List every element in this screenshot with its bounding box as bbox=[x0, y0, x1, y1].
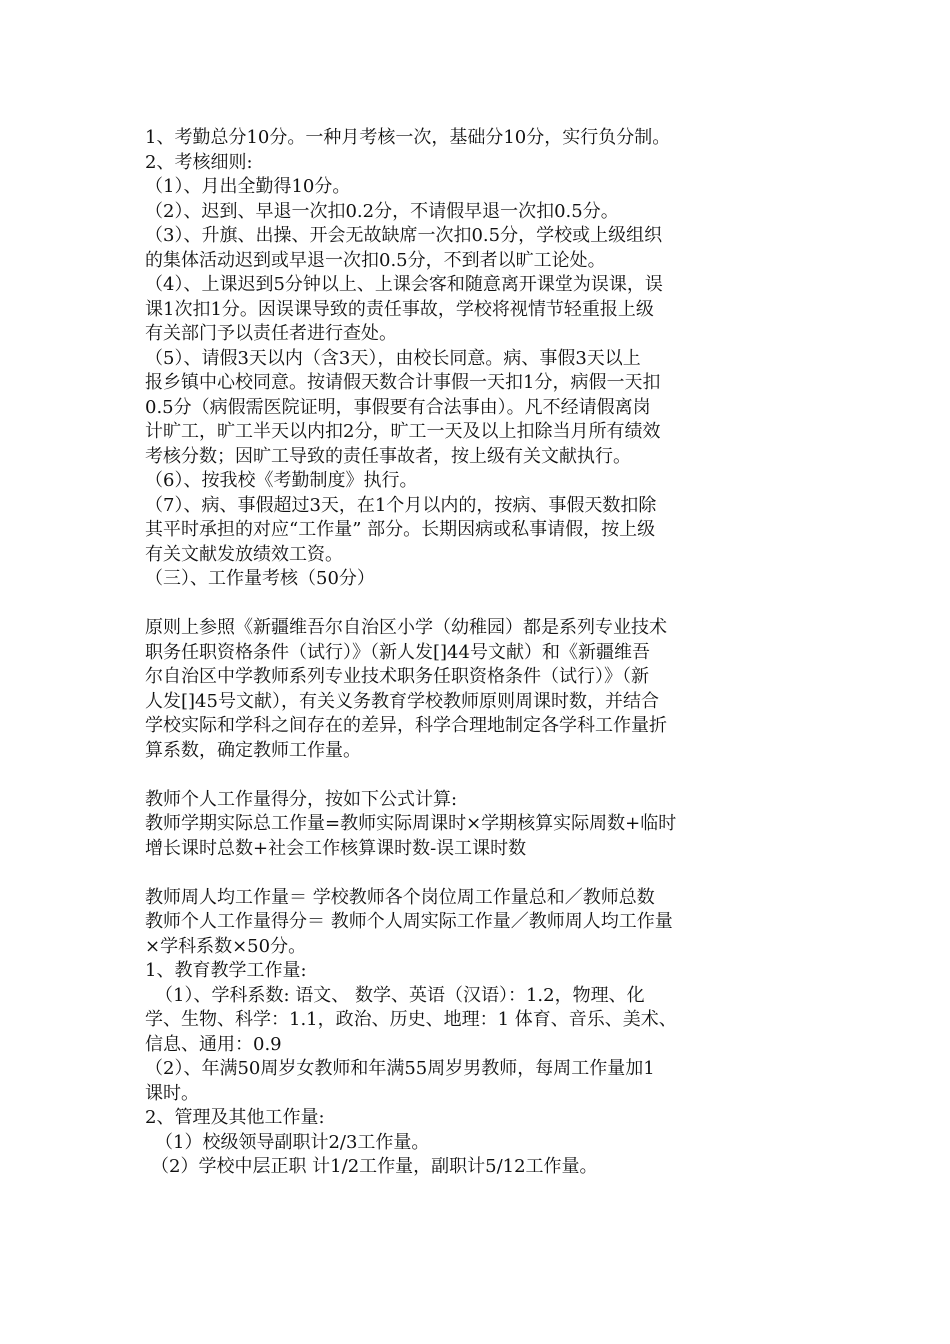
text-line: （5）、请假3天以内（含3天），由校长同意。病、事假3天以上 bbox=[145, 347, 641, 369]
text-line: （7）、病、事假超过3天，在1个月以内的，按病、事假天数扣除 bbox=[145, 494, 657, 516]
text-line: （1）、月出全勤得10分。 bbox=[145, 176, 351, 197]
text-line: 的集体活动迟到或早退一次扣0.5分，不到者以旷工论处。 bbox=[145, 249, 606, 271]
text-line: 尔自治区中学教师系列专业技术职务任职资格条件（试行）》（新 bbox=[145, 666, 649, 687]
text-line: 学、生物、科学：1.1，政治、历史、地理：1 体育、音乐、美术、 bbox=[145, 1009, 677, 1030]
formula-line: 教师学期实际总工作量=教师实际周课时×学期核算实际周数+临时 bbox=[145, 813, 677, 834]
text-line: 职务任职资格条件（试行）》（新人发[]44号文献）和《新疆维吾 bbox=[145, 641, 650, 663]
text-line: 有关部门予以责任者进行查处。 bbox=[145, 323, 397, 344]
text-line: 有关文献发放绩效工资。 bbox=[145, 543, 343, 565]
text-line: 计旷工，旷工半天以内扣2分，旷工一天及以上扣除当月所有绩效 bbox=[145, 421, 661, 442]
text-line: （1）、学科系数: 语文、 数学、英语（汉语）：1.2，物理、化 bbox=[155, 984, 645, 1006]
text-line: 1、考勤总分10分。一种月考核一次，基础分10分，实行负分制。 bbox=[145, 127, 671, 148]
section-heading: （三）、工作量考核（50分） bbox=[145, 568, 375, 589]
formula-line: 教师周人均工作量＝ 学校教师各个岗位周工作量总和／教师总数 bbox=[145, 886, 655, 908]
text-line: 课时。 bbox=[145, 1082, 199, 1104]
text-line: 学校实际和学科之间存在的差异，科学合理地制定各学科工作量折 bbox=[145, 715, 667, 736]
formula-line: ×学科系数×50分。 bbox=[145, 935, 307, 957]
text-line: （2）学校中层正职 计1/2工作量，副职计5/12工作量。 bbox=[151, 1156, 598, 1177]
text-line: 原则上参照《新疆维吾尔自治区小学（幼稚园）都是系列专业技术 bbox=[145, 617, 667, 638]
document-body bbox=[145, 126, 805, 1180]
text-line: 教师个人工作量得分，按如下公式计算: bbox=[145, 788, 458, 810]
text-line: （6）、按我校《考勤制度》执行。 bbox=[145, 470, 418, 491]
blank-line bbox=[145, 592, 805, 617]
text-line: 算系数，确定教师工作量。 bbox=[145, 739, 361, 761]
text-line: 1、教育教学工作量: bbox=[145, 960, 307, 981]
text-line: 考核分数；因旷工导致的责任事故者，按上级有关文献执行。 bbox=[145, 445, 631, 467]
text-line: （3）、升旗、出操、开会无故缺席一次扣0.5分，学校或上级组织 bbox=[145, 225, 663, 246]
text-line: （2）、迟到、早退一次扣0.2分，不请假早退一次扣0.5分。 bbox=[145, 200, 619, 222]
blank-line bbox=[145, 861, 805, 886]
text-line: 2、管理及其他工作量: bbox=[145, 1107, 325, 1128]
text-line: 报乡镇中心校同意。按请假天数合计事假一天扣1分，病假一天扣 bbox=[145, 372, 661, 393]
text-line: 2、考核细则: bbox=[145, 151, 253, 173]
text-line: 人发[]45号文献），有关义务教育学校教师原则周课时数，并结合 bbox=[145, 690, 659, 712]
formula-line: 增长课时总数+社会工作核算课时数-误工课时数 bbox=[145, 837, 527, 859]
text-line: （4）、上课迟到5分钟以上、上课会客和随意离开课堂为误课，误 bbox=[145, 274, 663, 295]
formula-line: 教师个人工作量得分＝ 教师个人周实际工作量／教师周人均工作量 bbox=[145, 911, 673, 932]
text-line: 其平时承担的对应“工作量” 部分。长期因病或私事请假，按上级 bbox=[145, 519, 656, 540]
text-line: 课1次扣1分。因误课导致的责任事故，学校将视情节轻重报上级 bbox=[145, 298, 654, 320]
text-line: 信息、通用：0.9 bbox=[145, 1033, 282, 1055]
blank-line bbox=[145, 763, 805, 788]
text-line: （2）、年满50周岁女教师和年满55周岁男教师，每周工作量加1 bbox=[145, 1058, 655, 1079]
text-line: （1）校级领导副职计2/3工作量。 bbox=[155, 1131, 430, 1153]
text-line: 0.5分（病假需医院证明，事假要有合法事由）。凡不经请假离岗 bbox=[145, 396, 651, 418]
